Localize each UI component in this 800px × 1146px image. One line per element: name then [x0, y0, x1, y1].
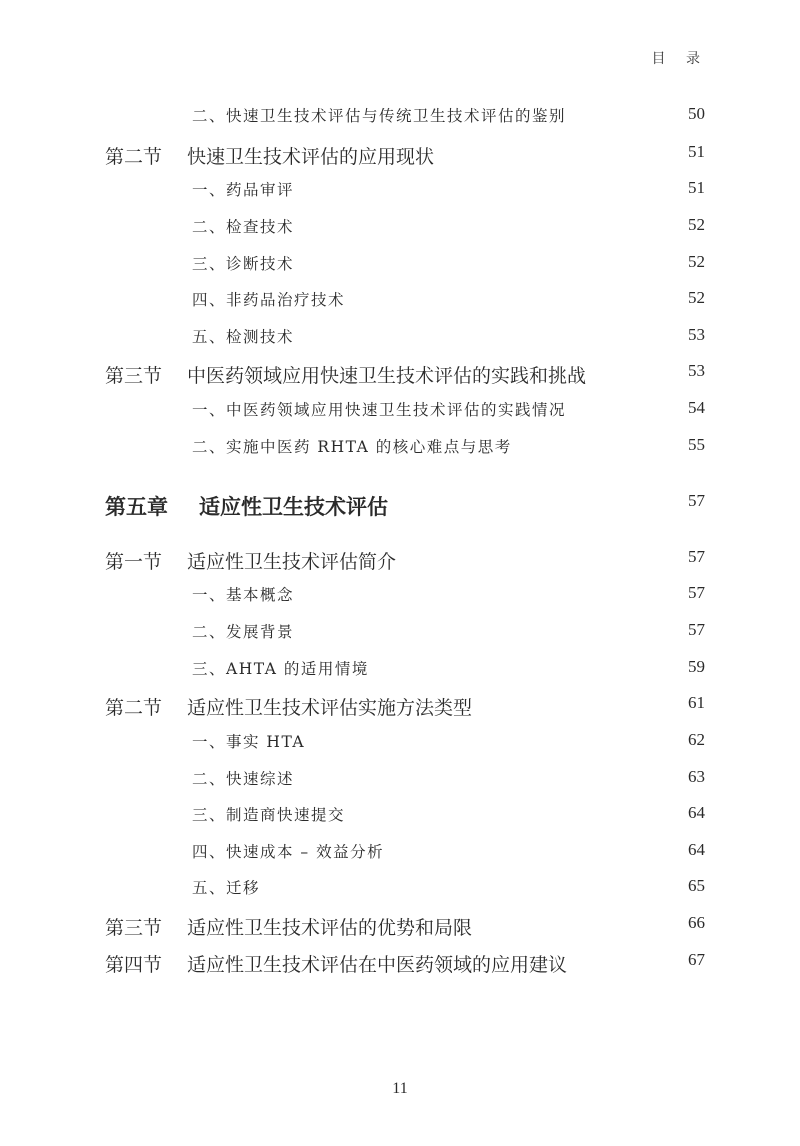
- toc-section: [0, 142, 800, 172]
- toc-subsection: [0, 215, 800, 245]
- toc-subsection: [0, 876, 800, 906]
- toc-entry-page: 51: [688, 178, 705, 197]
- toc-entry-page: 53: [688, 361, 705, 380]
- toc-entry-number: 第二节: [105, 697, 163, 719]
- toc-entry-title: 适应性卫生技术评估实施方法类型: [187, 697, 473, 719]
- toc-subsection: [0, 620, 800, 650]
- toc-entry-page: 55: [688, 435, 705, 454]
- toc-entry-page: 65: [688, 876, 705, 895]
- toc-subsection: [0, 288, 800, 318]
- toc-subsection: [0, 178, 800, 208]
- toc-subsection: [0, 325, 800, 355]
- toc-entry-title: 一、中医药领域应用快速卫生技术评估的实践情况: [192, 401, 567, 419]
- toc-entry-number: 第一节: [105, 551, 163, 573]
- toc-entry-page: 57: [688, 583, 705, 602]
- toc-entry-title: 适应性卫生技术评估的优势和局限: [187, 917, 473, 939]
- toc-entry-title: 二、快速综述: [192, 770, 295, 788]
- toc-entry-title: 二、实施中医药 RHTA 的核心难点与思考: [192, 438, 512, 456]
- toc-subsection: [0, 104, 800, 134]
- toc-entry-page: 62: [688, 730, 705, 749]
- toc-entry-page: 59: [688, 657, 705, 676]
- toc-subsection: [0, 840, 800, 870]
- toc-section: [0, 950, 800, 980]
- page-number: 11: [392, 1080, 408, 1097]
- toc-subsection: [0, 398, 800, 428]
- toc-subsection: [0, 252, 800, 282]
- toc-entry-page: 61: [688, 693, 705, 712]
- toc-entry-title: 适应性卫生技术评估: [199, 494, 388, 519]
- toc-entry-title: 三、制造商快速提交: [192, 806, 346, 824]
- toc-entry-title: 三、AHTA 的适用情境: [192, 660, 369, 678]
- toc-entry-page: 66: [688, 913, 705, 932]
- toc-entry-number: 第三节: [105, 365, 163, 387]
- toc-entry-number: 第五章: [105, 494, 168, 519]
- toc-entry-number: 第四节: [105, 954, 163, 976]
- toc-entry-title: 一、药品审评: [192, 181, 295, 199]
- toc-entry-page: 67: [688, 950, 705, 969]
- toc-entry-title: 适应性卫生技术评估简介: [187, 551, 397, 573]
- toc-entry-page: 51: [688, 142, 705, 161]
- toc-section: [0, 913, 800, 943]
- toc-entry-title: 适应性卫生技术评估在中医药领域的应用建议: [187, 954, 568, 976]
- toc-entry-page: 53: [688, 325, 705, 344]
- toc-entry-title: 二、快速卫生技术评估与传统卫生技术评估的鉴别: [192, 107, 567, 125]
- toc-entry-title: 五、检测技术: [192, 328, 295, 346]
- toc-entry-title: 四、快速成本 – 效益分析: [192, 843, 385, 861]
- toc-section: [0, 693, 800, 723]
- toc-entry-title: 一、事实 HTA: [192, 733, 306, 751]
- toc-entry-page: 54: [688, 398, 705, 417]
- toc-entry-page: 52: [688, 215, 705, 234]
- toc-entry-page: 57: [688, 491, 705, 510]
- toc-chapter: [0, 491, 800, 521]
- toc-entry-number: 第二节: [105, 146, 163, 168]
- toc-entry-page: 64: [688, 840, 705, 859]
- toc-entry-title: 快速卫生技术评估的应用现状: [187, 146, 435, 168]
- toc-entry-number: 第三节: [105, 917, 163, 939]
- toc-entry-page: 50: [688, 104, 705, 123]
- toc-section: [0, 547, 800, 577]
- toc-subsection: [0, 435, 800, 465]
- toc-entry-page: 52: [688, 288, 705, 307]
- running-head: 目 录: [651, 51, 708, 67]
- toc-subsection: [0, 730, 800, 760]
- toc-subsection: [0, 583, 800, 613]
- toc-subsection: [0, 803, 800, 833]
- toc-entry-title: 五、迁移: [192, 879, 261, 897]
- toc-entry-page: 52: [688, 252, 705, 271]
- toc-entry-title: 中医药领域应用快速卫生技术评估的实践和挑战: [187, 365, 587, 387]
- toc-entry-title: 四、非药品治疗技术: [192, 291, 346, 309]
- toc-entry-title: 二、发展背景: [192, 623, 295, 641]
- toc-entry-title: 三、诊断技术: [192, 255, 295, 273]
- toc-entry-title: 二、检查技术: [192, 218, 295, 236]
- toc-section: [0, 361, 800, 391]
- toc-subsection: [0, 657, 800, 687]
- toc-entry-page: 63: [688, 767, 705, 786]
- toc-subsection: [0, 767, 800, 797]
- toc-entry-page: 57: [688, 547, 705, 566]
- toc-entry-page: 57: [688, 620, 705, 639]
- toc-entry-title: 一、基本概念: [192, 586, 295, 604]
- toc-entry-page: 64: [688, 803, 705, 822]
